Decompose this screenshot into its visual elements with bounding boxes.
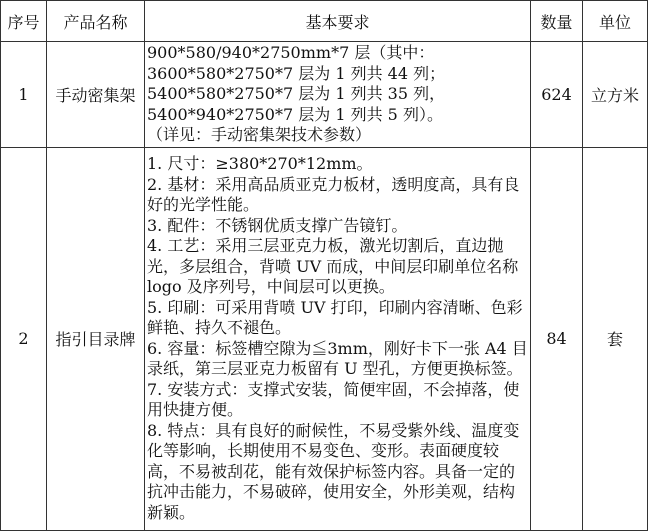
row-product-name: 指引目录牌: [47, 147, 145, 530]
requirement-line: （详见：手动密集架技术参数）: [147, 125, 372, 144]
row-unit: 立方米: [583, 42, 648, 148]
row-requirements: [145, 42, 531, 148]
requirement-line: 4. 工艺：采用三层亚克力板，激光切割后，直边抛光，多层组合，背喷 UV 而成，中间层印刷单位名称 logo 及序列号，中间层可以更换。: [147, 236, 519, 296]
requirement-line: 2. 基材：采用高品质亚克力板材，透明度高，具有良好的光学性能。: [147, 174, 520, 214]
row-quantity: 84: [531, 147, 583, 530]
requirement-line: 900*580/940*2750mm*7 层（其中：: [147, 43, 435, 62]
requirement-line: 3600*580*2750*7 层为 1 列共 44 列；: [147, 63, 446, 83]
requirement-line: 8. 特点：具有良好的耐候性，不易受紫外线、温度变化等影响，长期使用不易变色、变形。表面硬度较高，不易被刮花，能有效保护标签内容。具备一定的抗冲击能力，不易破碎，使用安全，外形美观，结构新颖。: [147, 420, 520, 522]
requirement-line: 3. 配件：不锈钢优质支撑广告镜钉。: [147, 215, 408, 235]
header-index: 序号: [1, 1, 47, 42]
header-unit: 单位: [583, 1, 648, 42]
table-row: [1, 42, 648, 148]
header-row: [1, 1, 648, 42]
requirement-line: 7. 安装方式：支撑式安装，简便牢固，不会掉落，使用快捷方便。: [147, 379, 520, 419]
requirement-line: 1. 尺寸：≥380*270*12mm。: [147, 154, 373, 173]
row-requirements: [145, 147, 531, 530]
requirement-line: 5400*580*2750*7 层为 1 列共 35 列，: [147, 84, 446, 103]
table-row: [1, 147, 648, 530]
header-requirements: 基本要求: [145, 1, 531, 42]
row-index: 1: [1, 42, 47, 148]
requirement-line: 5400*940*2750*7 层为 1 列共 5 列）。: [147, 104, 443, 124]
requirement-line: 5. 印刷：可采用背喷 UV 打印，印刷内容清晰、色彩鲜艳、持久不褪色。: [147, 297, 523, 337]
row-quantity: 624: [531, 42, 583, 148]
header-product-name: 产品名称: [47, 1, 145, 42]
requirement-line: 6. 容量：标签槽空隙为≦3mm，刚好卡下一张 A4 目录纸，第三层亚克力板留有 U 型孔，方便更换标签。: [147, 338, 528, 378]
header-quantity: 数量: [531, 1, 583, 42]
row-product-name: 手动密集架: [47, 42, 145, 148]
row-index: 2: [1, 147, 47, 530]
row-unit: 套: [583, 147, 648, 530]
